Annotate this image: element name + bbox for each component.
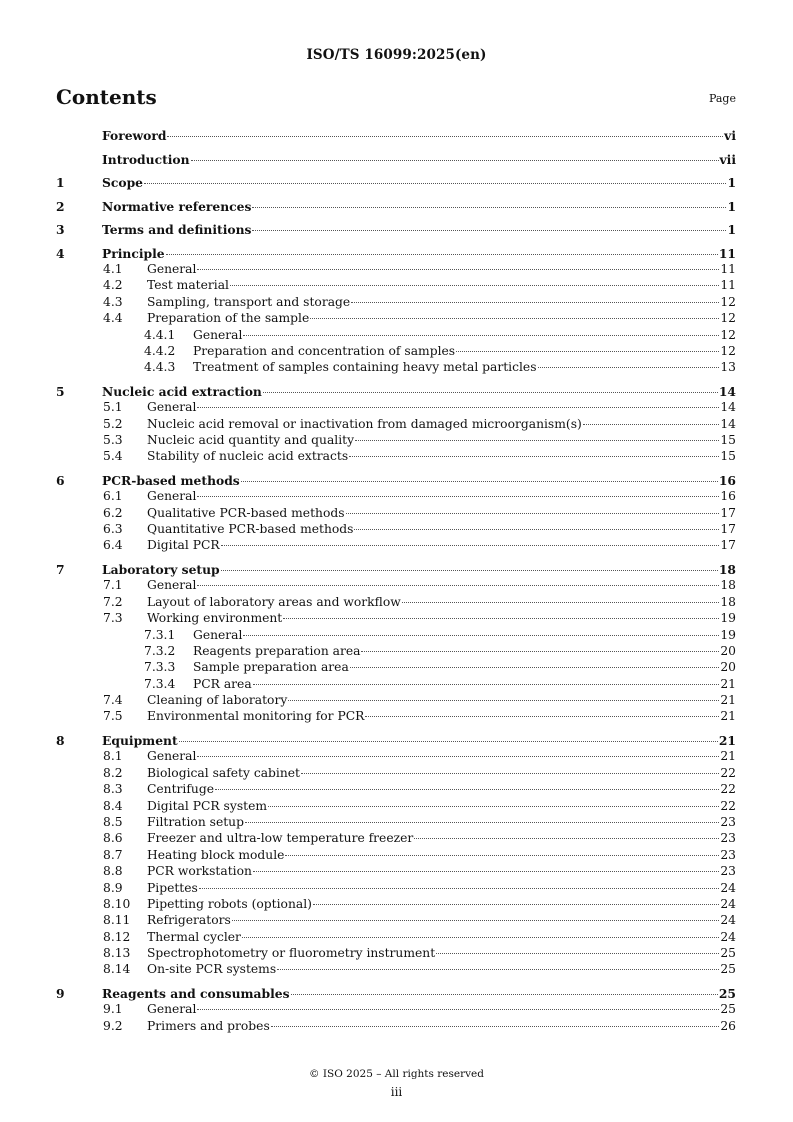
dot-leader [166, 254, 718, 255]
toc-entry-number: 8.8 [103, 864, 123, 879]
toc-entry-page: 12 [720, 327, 736, 342]
toc-entry-number: 9.2 [103, 1018, 123, 1033]
table-of-contents [56, 128, 736, 1035]
toc-entry[interactable] [56, 733, 736, 750]
toc-entry-number: 7.2 [103, 594, 123, 609]
toc-entry-number: 6.4 [103, 538, 123, 553]
toc-entry-number: 4.2 [103, 278, 123, 293]
dot-leader [583, 424, 720, 425]
toc-entry[interactable] [56, 246, 736, 263]
toc-entry-page: 17 [720, 538, 736, 553]
contents-title: Contents [56, 85, 157, 109]
toc-entry[interactable] [56, 489, 736, 505]
toc-entry-title: Primers and probes [147, 1018, 270, 1033]
toc-entry-title: Qualitative PCR-based methods [147, 505, 345, 520]
dot-leader [197, 407, 719, 408]
toc-entry-number: 8.2 [103, 765, 123, 780]
toc-entry-page: 14 [720, 400, 736, 415]
toc-entry[interactable] [56, 831, 736, 847]
toc-entry-number: 4.4.3 [144, 360, 176, 375]
toc-entry-page: 18 [718, 561, 736, 577]
toc-entry-number: 7.3 [103, 611, 123, 626]
dot-leader [414, 838, 719, 839]
toc-entry-page: 26 [720, 1018, 736, 1033]
page-column-label: Page [708, 92, 736, 105]
toc-entry-page: 19 [720, 627, 736, 642]
toc-entry[interactable] [56, 295, 736, 311]
toc-entry-number: 5 [56, 383, 65, 399]
toc-entry[interactable] [56, 328, 736, 344]
dot-leader [365, 716, 719, 717]
document-header: ISO/TS 16099:2025(en) [306, 47, 487, 63]
toc-entry[interactable] [56, 986, 736, 1003]
toc-entry-page: 22 [720, 765, 736, 780]
toc-entry-number: 8.10 [103, 896, 131, 911]
toc-entry-page: 24 [720, 880, 736, 895]
toc-entry-page: 1 [727, 222, 736, 237]
toc-entry-page: 11 [720, 262, 736, 276]
toc-entry-page: 14 [718, 383, 736, 399]
toc-entry[interactable] [56, 417, 736, 433]
toc-entry-page: 1 [727, 175, 736, 190]
toc-entry[interactable] [56, 1019, 736, 1035]
toc-entry-number: 8.5 [103, 814, 123, 829]
toc-entry-page: 25 [720, 962, 736, 977]
dot-leader [361, 651, 719, 652]
toc-entry[interactable] [56, 677, 736, 693]
toc-entry-page: 24 [720, 929, 736, 944]
toc-entry-title: Normative references [102, 198, 252, 214]
toc-entry-page: 23 [720, 864, 736, 879]
toc-entry[interactable] [56, 473, 736, 490]
toc-entry-page: 23 [720, 831, 736, 846]
toc-entry-page: 25 [718, 985, 736, 1001]
toc-entry-number: 4.1 [103, 262, 123, 276]
toc-entry[interactable] [56, 848, 736, 864]
toc-entry-title: Digital PCR system [147, 798, 268, 813]
dot-leader [230, 285, 719, 286]
toc-entry-number: 8.14 [103, 962, 131, 977]
toc-entry-title: General [147, 1002, 197, 1017]
page-number: iii [390, 1085, 403, 1099]
toc-entry[interactable] [56, 344, 736, 360]
toc-entry-page: 15 [720, 433, 736, 448]
toc-entry[interactable] [56, 628, 736, 644]
toc-entry-page: 22 [720, 798, 736, 813]
dot-leader [271, 1026, 720, 1027]
toc-entry[interactable] [56, 152, 736, 169]
toc-entry-number: 7.3.2 [144, 643, 176, 658]
dot-leader [456, 351, 719, 352]
toc-entry-title: General [147, 262, 197, 276]
toc-entry-page: 14 [720, 416, 736, 431]
toc-entry-title: Biological safety cabinet [147, 765, 301, 780]
toc-entry-number: 5.4 [103, 449, 123, 464]
toc-entry-page: 18 [720, 594, 736, 609]
toc-entry-number: 4.4.1 [144, 327, 176, 342]
toc-entry[interactable] [56, 538, 736, 554]
toc-entry[interactable] [56, 360, 736, 376]
toc-entry-title: Cleaning of laboratory [147, 693, 288, 708]
dot-leader [285, 855, 719, 856]
toc-entry-title: Nucleic acid removal or inactivation from damaged microorganism(s) [147, 416, 582, 431]
dot-leader [351, 302, 719, 303]
dot-leader [301, 773, 719, 774]
toc-entry-title: Preparation of the sample [147, 311, 310, 326]
toc-entry[interactable] [56, 962, 736, 978]
toc-entry[interactable] [56, 433, 736, 449]
toc-entry[interactable] [56, 578, 736, 594]
toc-entry-page: 21 [720, 676, 736, 691]
toc-entry-title: PCR workstation [147, 864, 252, 879]
toc-entry-page: 16 [718, 472, 736, 488]
toc-entry[interactable] [56, 766, 736, 782]
toc-entry-title: Thermal cycler [147, 929, 241, 944]
dot-leader [179, 741, 718, 742]
toc-entry-title: General [147, 749, 197, 764]
toc-entry-title: Laboratory setup [102, 561, 220, 577]
toc-entry-number: 8.4 [103, 798, 123, 813]
toc-entry-page: 21 [720, 693, 736, 708]
dot-leader [167, 136, 723, 137]
toc-entry[interactable] [56, 897, 736, 913]
toc-entry-number: 7.3.1 [144, 627, 176, 642]
toc-entry[interactable] [56, 782, 736, 798]
toc-entry[interactable] [56, 278, 736, 294]
toc-entry[interactable] [56, 522, 736, 538]
toc-entry-number: 8.1 [103, 749, 123, 764]
toc-entry[interactable] [56, 644, 736, 660]
toc-entry-page: 15 [720, 449, 736, 464]
toc-entry-page: 17 [720, 505, 736, 520]
toc-entry-title: General [193, 327, 243, 342]
toc-entry-number: 8.13 [103, 946, 131, 961]
dot-leader [221, 545, 720, 546]
dot-leader [402, 602, 720, 603]
dot-leader [252, 230, 726, 231]
toc-entry-number: 7 [56, 561, 65, 577]
toc-entry-number: 8.6 [103, 831, 123, 846]
toc-entry[interactable] [56, 311, 736, 327]
toc-entry-number: 8.7 [103, 847, 123, 862]
dot-leader [354, 529, 719, 530]
toc-entry-title: Equipment [102, 732, 178, 748]
toc-entry-number: 8.11 [103, 913, 131, 928]
dot-leader [291, 994, 718, 995]
dot-leader [313, 904, 719, 905]
toc-entry-number: 7.5 [103, 709, 123, 724]
toc-entry-title: Preparation and concentration of samples [193, 343, 456, 358]
toc-entry-title: Sample preparation area [193, 660, 349, 675]
toc-entry-title: PCR-based methods [102, 472, 240, 488]
toc-entry[interactable] [56, 881, 736, 897]
toc-entry-page: 20 [720, 660, 736, 675]
toc-entry[interactable] [56, 749, 736, 765]
toc-entry-page: 16 [720, 489, 736, 504]
toc-entry[interactable] [56, 815, 736, 831]
toc-entry[interactable] [56, 449, 736, 465]
toc-entry-title: General [147, 400, 197, 415]
dot-leader [197, 496, 719, 497]
dot-leader [283, 618, 719, 619]
toc-entry[interactable] [56, 400, 736, 416]
toc-entry-number: 4.4.2 [144, 343, 176, 358]
dot-leader [538, 367, 720, 368]
toc-entry-number: 8 [56, 732, 65, 748]
toc-entry-number: 4 [56, 245, 65, 261]
toc-entry[interactable] [56, 506, 736, 522]
dot-leader [199, 888, 720, 889]
toc-entry-title: General [147, 578, 197, 593]
toc-entry-title: Filtration setup [147, 814, 244, 829]
toc-entry-title: Freezer and ultra-low temperature freezer [147, 831, 414, 846]
toc-entry-page: 19 [720, 611, 736, 626]
toc-entry-number: 5.3 [103, 433, 123, 448]
toc-entry[interactable] [56, 864, 736, 880]
toc-entry-title: Introduction [102, 151, 190, 167]
dot-leader [253, 684, 720, 685]
toc-entry-title: Layout of laboratory areas and workflow [147, 594, 401, 609]
toc-entry-page: 23 [720, 814, 736, 829]
toc-entry-page: 21 [720, 709, 736, 724]
toc-entry-page: 25 [720, 1002, 736, 1017]
toc-entry-page: 24 [720, 913, 736, 928]
dot-leader [197, 585, 719, 586]
toc-entry-title: Scope [102, 175, 143, 190]
toc-entry-number: 8.9 [103, 880, 123, 895]
toc-entry-title: Heating block module [147, 847, 285, 862]
toc-entry-number: 4.4 [103, 311, 123, 326]
dot-leader [252, 207, 726, 208]
toc-entry[interactable] [56, 660, 736, 676]
dot-leader [268, 806, 719, 807]
toc-entry[interactable] [56, 262, 736, 278]
toc-entry-number: 6.1 [103, 489, 123, 504]
toc-entry-title: Reagents preparation area [193, 643, 361, 658]
toc-entry[interactable] [56, 930, 736, 946]
toc-entry-page: 12 [720, 311, 736, 326]
toc-entry-number: 7.4 [103, 693, 123, 708]
dot-leader [436, 953, 719, 954]
toc-entry-title: General [193, 627, 243, 642]
toc-entry-page: 1 [727, 198, 736, 214]
toc-entry-number: 5.1 [103, 400, 123, 415]
dot-leader [288, 700, 719, 701]
toc-entry-title: General [147, 489, 197, 504]
toc-entry-number: 7.1 [103, 578, 123, 593]
toc-entry-title: Digital PCR [147, 538, 220, 553]
toc-entry-title: Reagents and consumables [102, 985, 290, 1001]
dot-leader [241, 481, 718, 482]
toc-entry[interactable] [56, 562, 736, 579]
copyright-footer: © ISO 2025 – All rights reserved [309, 1068, 484, 1080]
toc-entry-number: 4.3 [103, 294, 123, 309]
toc-entry-title: Spectrophotometry or fluorometry instrument [147, 946, 436, 961]
dot-leader [232, 920, 720, 921]
toc-entry-page: 13 [720, 360, 736, 375]
toc-entry-page: 23 [720, 847, 736, 862]
dot-leader [263, 392, 718, 393]
toc-entry-title: Treatment of samples containing heavy metal particles [193, 360, 537, 375]
dot-leader [221, 570, 718, 571]
toc-entry-number: 2 [56, 198, 65, 214]
toc-entry-page: 12 [720, 343, 736, 358]
toc-entry-number: 7.3.3 [144, 660, 176, 675]
toc-entry-page: 22 [720, 782, 736, 797]
dot-leader [310, 318, 719, 319]
toc-entry[interactable] [56, 199, 736, 216]
toc-entry-title: On-site PCR systems [147, 962, 277, 977]
toc-entry[interactable] [56, 1002, 736, 1018]
dot-leader [346, 513, 720, 514]
toc-entry[interactable] [56, 946, 736, 962]
toc-entry-title: Nucleic acid extraction [102, 383, 262, 399]
dot-leader [215, 789, 719, 790]
dot-leader [242, 937, 719, 938]
toc-entry-number: 1 [56, 175, 65, 190]
dot-leader [144, 183, 726, 184]
toc-entry-number: 6 [56, 472, 65, 488]
toc-entry[interactable] [56, 595, 736, 611]
toc-entry[interactable] [56, 693, 736, 709]
dot-leader [355, 440, 719, 441]
toc-entry-page: 25 [720, 946, 736, 961]
toc-entry-page: 18 [720, 578, 736, 593]
toc-entry-title: Working environment [147, 611, 283, 626]
dot-leader [349, 456, 719, 457]
toc-entry-page: 12 [720, 294, 736, 309]
toc-entry-title: Quantitative PCR-based methods [147, 522, 354, 537]
toc-entry-number: 6.2 [103, 505, 123, 520]
toc-entry[interactable] [56, 222, 736, 239]
dot-leader [243, 335, 719, 336]
toc-entry-number: 8.3 [103, 782, 123, 797]
toc-entry-page: 21 [718, 732, 736, 748]
dot-leader [253, 871, 719, 872]
toc-entry[interactable] [56, 799, 736, 815]
toc-entry-title: Nucleic acid quantity and quality [147, 433, 355, 448]
toc-entry-page: 24 [720, 896, 736, 911]
toc-entry-page: 17 [720, 522, 736, 537]
toc-entry-page: 20 [720, 643, 736, 658]
toc-entry-number: 7.3.4 [144, 676, 176, 691]
toc-entry[interactable] [56, 913, 736, 929]
dot-leader [197, 269, 719, 270]
dot-leader [197, 756, 719, 757]
toc-entry[interactable] [56, 611, 736, 627]
dot-leader [350, 667, 720, 668]
toc-entry-number: 3 [56, 222, 65, 237]
toc-entry-title: Pipettes [147, 880, 198, 895]
toc-entry-title: Pipetting robots (optional) [147, 896, 312, 911]
toc-entry-title: Foreword [102, 128, 167, 143]
toc-entry-title: Environmental monitoring for PCR [147, 709, 365, 724]
toc-entry-number: 6.3 [103, 522, 123, 537]
toc-entry-title: Centrifuge [147, 782, 214, 797]
toc-entry[interactable] [56, 175, 736, 192]
toc-entry-number: 5.2 [103, 416, 123, 431]
toc-entry-page: vi [724, 128, 736, 143]
toc-entry-number: 8.12 [103, 929, 131, 944]
toc-entry-title: Stability of nucleic acid extracts [147, 449, 349, 464]
dot-leader [245, 822, 719, 823]
toc-entry-page: 11 [718, 245, 736, 261]
toc-entry[interactable] [56, 709, 736, 725]
toc-entry-page: vii [719, 151, 736, 167]
toc-entry[interactable] [56, 384, 736, 401]
dot-leader [197, 1009, 719, 1010]
toc-entry-page: 11 [720, 278, 736, 293]
toc-entry[interactable] [56, 128, 736, 145]
toc-entry-title: PCR area [193, 676, 252, 691]
dot-leader [191, 160, 719, 161]
toc-entry-title: Test material [147, 278, 229, 293]
dot-leader [243, 635, 719, 636]
toc-entry-title: Terms and definitions [102, 222, 252, 237]
toc-entry-title: Sampling, transport and storage [147, 294, 351, 309]
toc-entry-title: Principle [102, 245, 165, 261]
toc-entry-page: 21 [720, 749, 736, 764]
toc-entry-number: 9 [56, 985, 65, 1001]
dot-leader [277, 969, 719, 970]
toc-entry-number: 9.1 [103, 1002, 123, 1017]
toc-entry-title: Refrigerators [147, 913, 231, 928]
